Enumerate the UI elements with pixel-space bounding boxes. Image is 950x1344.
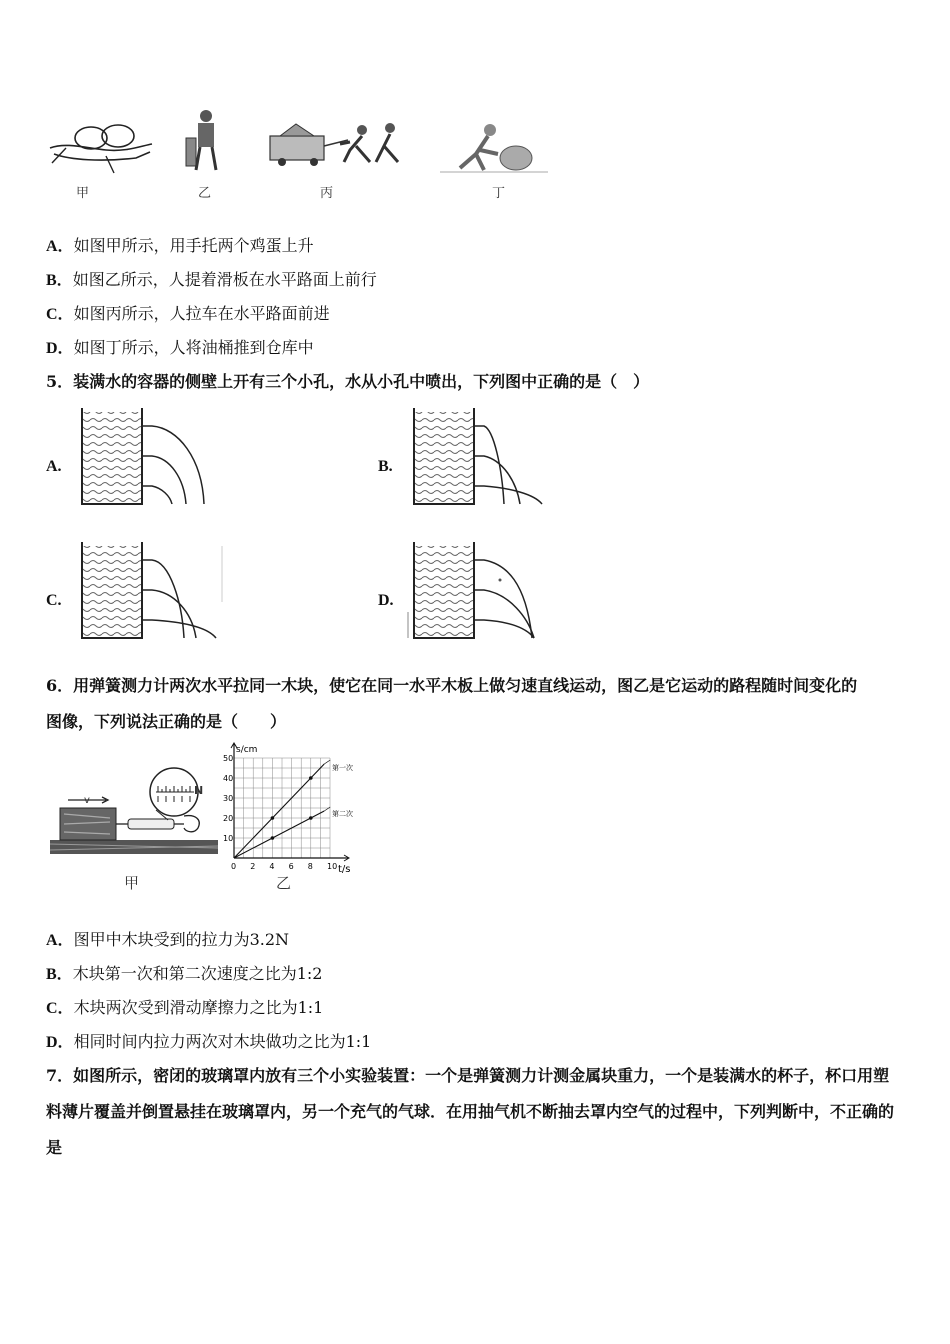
- q7-stem: 7．如图所示，密闭的玻璃罩内放有三个小实验装置：一个是弹簧测力计测金属块重力，一个是装满水的杯子，杯口用塑料薄片覆盖并倒置悬挂在玻璃罩内，另一个充气的气球．在用抽气机不断抽去罩内空气的过程中，下列判断中，不正确的是: [46, 1066, 895, 1157]
- y-axis-label: s/cm: [236, 745, 258, 755]
- q5-option-c-label[interactable]: C.: [46, 592, 62, 609]
- q6-caption-jia: 甲: [124, 874, 140, 892]
- q5-option-d-label[interactable]: D.: [378, 592, 394, 609]
- legend-series-1: 第一次: [332, 764, 353, 772]
- y-tick-label: 40: [223, 774, 234, 783]
- q6-stem-line2: 图像，下列说法正确的是（ ）: [46, 712, 287, 731]
- q4-option-c[interactable]: C．如图丙所示，人拉车在水平路面前进: [46, 304, 330, 323]
- q6-stem-line1: 6．用弹簧测力计两次水平拉同一木块，使它在同一水平木板上做匀速直线运动，图乙是它运动的路程随时间变化的: [46, 676, 858, 695]
- legend-series-2: 第二次: [332, 810, 353, 818]
- q5-option-b-container[interactable]: [410, 408, 550, 508]
- caption-bing: 丙: [320, 186, 334, 201]
- x-tick-label: 0: [231, 862, 237, 871]
- y-tick-label: 10: [223, 834, 234, 843]
- q5-option-b-label[interactable]: B.: [378, 458, 393, 475]
- x-tick-label: 10: [327, 862, 338, 871]
- legend-leader-1: [324, 760, 330, 764]
- x-axis-label: t/s: [338, 864, 351, 875]
- q6-velocity-label: v: [84, 795, 90, 806]
- q5-option-a-label[interactable]: A.: [46, 458, 62, 475]
- q4-option-d[interactable]: D．如图丁所示，人将油桶推到仓库中: [46, 338, 314, 357]
- q4-option-b[interactable]: B．如图乙所示，人提着滑板在水平路面上前行: [46, 270, 377, 289]
- q5-option-c-container[interactable]: [78, 542, 228, 642]
- caption-ding: 丁: [492, 186, 506, 201]
- x-tick-label: 4: [269, 862, 275, 871]
- q6-gauge-unit: N: [194, 784, 204, 797]
- series-2-point: [309, 816, 313, 820]
- q5-option-d-container[interactable]: [410, 542, 560, 642]
- q5-stem: 5．装满水的容器的侧壁上开有三个小孔，水从小孔中喷出，下列图中正确的是（ ）: [46, 372, 650, 391]
- y-tick-label: 20: [223, 814, 234, 823]
- q6-option-c[interactable]: C．木块两次受到滑动摩擦力之比为1:1: [46, 998, 324, 1017]
- q6-option-a[interactable]: A．图甲中木块受到的拉力为3.2N: [46, 930, 290, 949]
- x-tick-label: 6: [288, 862, 294, 871]
- q6-st-chart: [222, 740, 372, 880]
- figure-jia-eggs: [46, 118, 156, 178]
- caption-jia: 甲: [76, 186, 90, 201]
- figure-ding-pushing-drum: [440, 120, 550, 180]
- x-tick-label: 8: [307, 862, 313, 871]
- q6-caption-yi: 乙: [276, 874, 292, 892]
- y-tick-label: 50: [223, 754, 234, 763]
- q4-option-a[interactable]: A．如图甲所示，用手托两个鸡蛋上升: [46, 236, 314, 255]
- y-tick-label: 30: [223, 794, 234, 803]
- chart-ticks: [223, 754, 337, 871]
- q5-option-a-container[interactable]: [78, 408, 218, 508]
- q6-option-d[interactable]: D．相同时间内拉力两次对木块做功之比为1:1: [46, 1032, 372, 1051]
- series-2-point: [271, 836, 275, 840]
- q6-figure-jia-spring-scale: [50, 762, 220, 872]
- figure-yi-person-skateboard: [182, 108, 232, 178]
- q6-option-b[interactable]: B．木块第一次和第二次速度之比为1:2: [46, 964, 323, 983]
- caption-yi: 乙: [198, 186, 212, 201]
- figure-bing-pulling-cart: [266, 118, 411, 178]
- series-1-point: [271, 816, 275, 820]
- legend-leader-2: [324, 807, 330, 811]
- series-1-point: [309, 776, 313, 780]
- x-tick-label: 2: [250, 862, 256, 871]
